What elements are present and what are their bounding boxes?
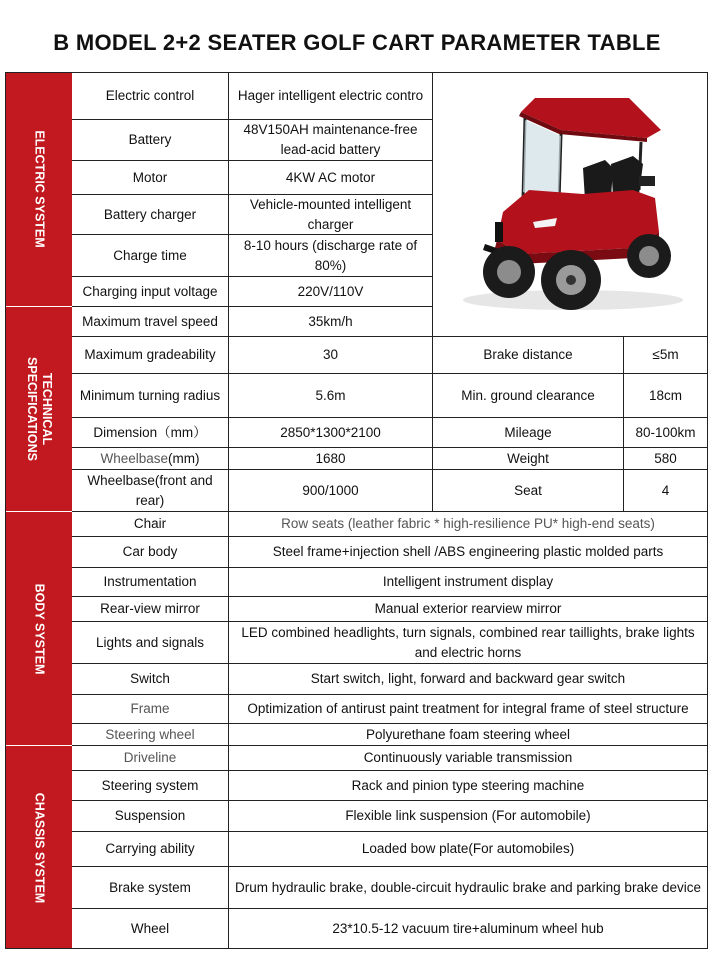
table-row-label: Minimum turning radius <box>72 374 229 418</box>
table-row-label <box>72 448 229 470</box>
table-row-value: Loaded bow plate(For automobiles) <box>229 832 708 867</box>
table-row-value: Steel frame+injection shell /ABS engineering plastic molded parts <box>229 537 708 568</box>
table-row-label: Carrying ability <box>72 832 229 867</box>
section-label-body: BODY SYSTEM <box>32 583 46 674</box>
table-row-value: Manual exterior rearview mirror <box>229 597 708 622</box>
table-row-label: Driveline <box>72 746 229 771</box>
table-row-value: 2850*1300*2100 <box>229 418 433 448</box>
table-row-label: Battery <box>72 120 229 161</box>
table-row-value-secondary: 80-100km <box>624 418 708 448</box>
table-row-value: 900/1000 <box>229 470 433 512</box>
table-row-value: Drum hydraulic brake, double-circuit hydraulic brake and parking brake device <box>229 867 708 909</box>
table-row-value: 30 <box>229 337 433 374</box>
table-row-label: Chair <box>72 512 229 537</box>
golf-cart-photo <box>433 72 708 337</box>
wheelbase-unit-part: (mm) <box>168 450 200 466</box>
section-label-technical: TECHNICAL SPECIFICATIONS <box>24 357 54 461</box>
section-label-chassis: CHASSIS SYSTEM <box>32 792 46 903</box>
table-row-label: Car body <box>72 537 229 568</box>
table-row-value: Flexible link suspension (For automobile) <box>229 801 708 832</box>
table-row-value: 4KW AC motor <box>229 161 433 195</box>
table-row-label: Rear-view mirror <box>72 597 229 622</box>
table-row-value-secondary: 18cm <box>624 374 708 418</box>
section-electric-system <box>5 72 72 307</box>
table-row-label: Suspension <box>72 801 229 832</box>
table-row-label: Dimension（mm） <box>72 418 229 448</box>
table-row-label-secondary: Min. ground clearance <box>433 374 624 418</box>
table-row-label-secondary: Brake distance <box>433 337 624 374</box>
table-row-value-secondary: ≤5m <box>624 337 708 374</box>
table-row-value-secondary: 580 <box>624 448 708 470</box>
table-row-label: Maximum travel speed <box>72 307 229 337</box>
table-row-label: Charge time <box>72 235 229 277</box>
table-row-value: 35km/h <box>229 307 433 337</box>
section-label-electric: ELECTRIC SYSTEM <box>32 130 46 248</box>
table-row-value: Vehicle-mounted intelligent charger <box>229 195 433 235</box>
table-row-value: 8-10 hours (discharge rate of 80%) <box>229 235 433 277</box>
table-row-value: Row seats (leather fabric * high-resilience PU* high-end seats) <box>229 512 708 537</box>
table-row-value-secondary: 4 <box>624 470 708 512</box>
table-row-value: Start switch, light, forward and backward gear switch <box>229 664 708 695</box>
table-row-value: Hager intelligent electric contro <box>229 72 433 120</box>
table-row-value: 1680 <box>229 448 433 470</box>
table-row-value: 5.6m <box>229 374 433 418</box>
table-row-label: Lights and signals <box>72 622 229 664</box>
wheelbase-label-part: Wheelbase <box>100 450 169 466</box>
table-row-label: Battery charger <box>72 195 229 235</box>
page-title: B MODEL 2+2 SEATER GOLF CART PARAMETER TABLE <box>53 30 661 55</box>
golf-cart-illustration <box>433 72 706 335</box>
table-row-label: Maximum gradeability <box>72 337 229 374</box>
table-row-label-secondary: Weight <box>433 448 624 470</box>
table-row-label-secondary: Seat <box>433 470 624 512</box>
section-chassis-system <box>5 746 72 949</box>
table-row-label-secondary: Mileage <box>433 418 624 448</box>
section-body-system <box>5 512 72 746</box>
table-row-label: Electric control <box>72 72 229 120</box>
table-row-label: Frame <box>72 695 229 724</box>
table-row-value: 220V/110V <box>229 277 433 307</box>
table-row-label: Instrumentation <box>72 568 229 597</box>
table-row-label: Wheelbase(front and rear) <box>72 470 229 512</box>
section-technical-specifications <box>5 307 72 512</box>
table-row-value: LED combined headlights, turn signals, combined rear taillights, brake lights and electric horns <box>229 622 708 664</box>
table-row-label: Steering system <box>72 771 229 801</box>
table-row-label: Charging input voltage <box>72 277 229 307</box>
table-row-label: Switch <box>72 664 229 695</box>
table-row-value: Polyurethane foam steering wheel <box>229 724 708 746</box>
table-row-value: Intelligent instrument display <box>229 568 708 597</box>
table-row-value: 48V150AH maintenance-free lead-acid battery <box>229 120 433 161</box>
table-row-value: 23*10.5-12 vacuum tire+aluminum wheel hub <box>229 909 708 949</box>
table-row-label: Steering wheel <box>72 724 229 746</box>
table-row-label: Motor <box>72 161 229 195</box>
table-row-value: Optimization of antirust paint treatment for integral frame of steel structure <box>229 695 708 724</box>
table-row-label: Wheel <box>72 909 229 949</box>
table-row-value: Continuously variable transmission <box>229 746 708 771</box>
table-row-label: Brake system <box>72 867 229 909</box>
table-row-value: Rack and pinion type steering machine <box>229 771 708 801</box>
